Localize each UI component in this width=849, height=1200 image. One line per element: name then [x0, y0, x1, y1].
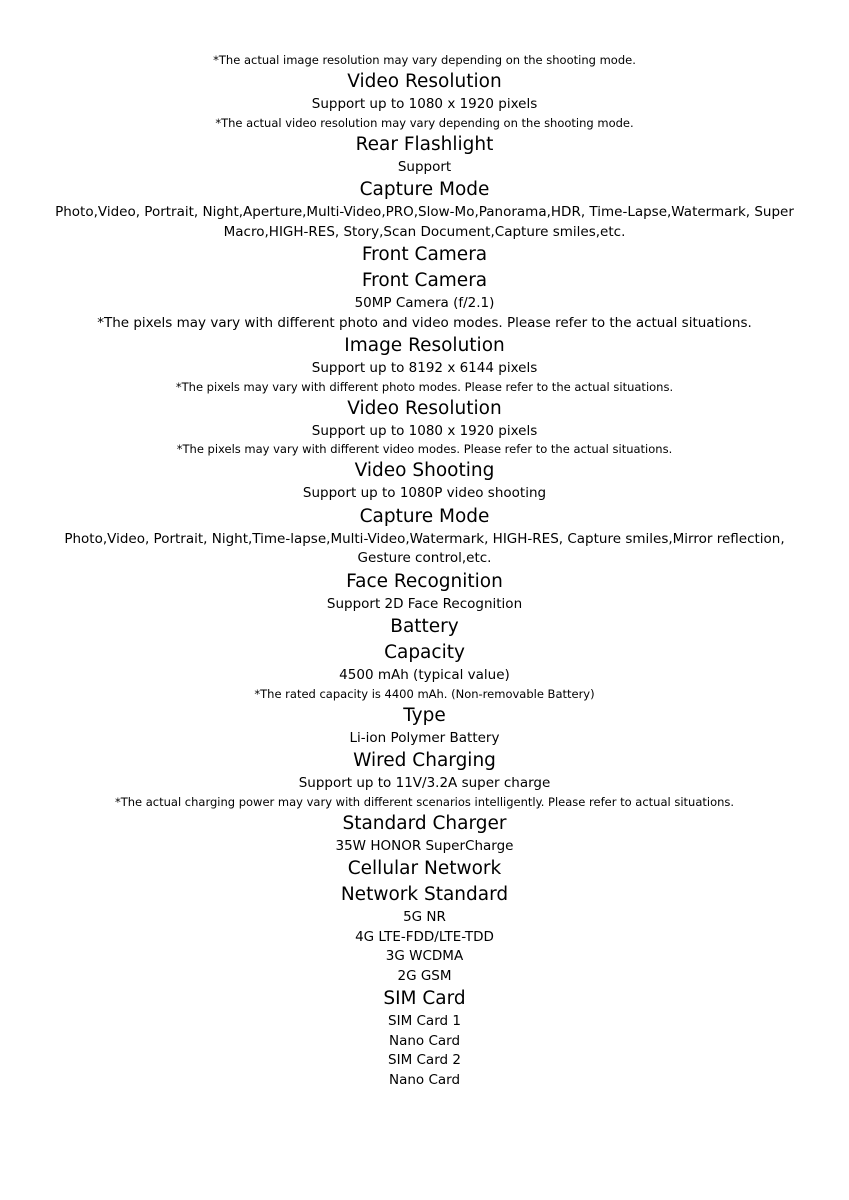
- note-capacity: *The rated capacity is 4400 mAh. (Non-removable Battery): [254, 686, 595, 701]
- heading-front-camera: Front Camera: [361, 270, 488, 291]
- value-network-5g: 5G NR: [403, 909, 446, 925]
- section-cellular-network: Cellular Network: [347, 858, 502, 879]
- heading-rear-flashlight: Rear Flashlight: [355, 133, 494, 155]
- heading-face-recognition: Face Recognition: [346, 570, 503, 592]
- value-front-capture-mode: Photo,Video, Portrait, Night,Time-lapse,Multi-Video,Watermark, HIGH-RES, Capture smiles,Mirror reflection, Gesture control,etc.: [64, 530, 785, 566]
- note-front-image-resolution: *The pixels may vary with different photo modes. Please refer to the actual situations.: [175, 379, 674, 394]
- heading-video-shooting: Video Shooting: [354, 460, 495, 481]
- note-front-camera: *The pixels may vary with different photo and video modes. Please refer to the actual situations.: [97, 314, 752, 331]
- heading-network-standard: Network Standard: [340, 884, 509, 905]
- heading-standard-charger: Standard Charger: [342, 812, 507, 834]
- note-wired-charging: *The actual charging power may vary with different scenarios intelligently. Please refer to actual situations.: [114, 794, 735, 809]
- value-network-3g: 3G WCDMA: [385, 948, 464, 964]
- value-front-camera: 50MP Camera (f/2.1): [354, 295, 495, 311]
- note-front-video-resolution: *The pixels may vary with different video modes. Please refer to the actual situations.: [176, 442, 673, 456]
- section-front-camera: Front Camera: [361, 244, 488, 265]
- value-rear-flashlight: Support: [397, 158, 452, 175]
- value-network-2g: 2G GSM: [397, 967, 452, 984]
- heading-rear-capture-mode: Capture Mode: [359, 179, 490, 200]
- heading-front-video-resolution: Video Resolution: [347, 397, 502, 419]
- value-network-4g: 4G LTE-FDD/LTE-TDD: [355, 928, 494, 945]
- value-sim-card-1-type: Nano Card: [388, 1032, 461, 1049]
- value-rear-capture-mode: Photo,Video, Portrait, Night,Aperture,Multi-Video,PRO,Slow-Mo,Panorama,HDR, Time-Lapse,Watermark, Super Macro,HIGH-RES, Story,Scan Document,Capture smiles,etc.: [55, 204, 794, 240]
- value-rear-video-resolution: Support up to 1080 x 1920 pixels: [311, 96, 538, 112]
- value-battery-type: Li-ion Polymer Battery: [349, 729, 500, 746]
- heading-sim-card: SIM Card: [383, 988, 466, 1009]
- value-video-shooting: Support up to 1080P video shooting: [302, 485, 547, 501]
- value-sim-card-2: SIM Card 2: [388, 1052, 461, 1068]
- heading-battery-type: Type: [403, 704, 446, 726]
- value-front-video-resolution: Support up to 1080 x 1920 pixels: [311, 422, 538, 439]
- value-sim-card-1: SIM Card 1: [388, 1013, 461, 1029]
- note-rear-video-resolution: *The actual video resolution may vary depending on the shooting mode.: [215, 115, 634, 130]
- value-sim-card-2-type: Nano Card: [388, 1071, 461, 1088]
- heading-capacity: Capacity: [384, 642, 465, 663]
- heading-wired-charging: Wired Charging: [353, 750, 496, 771]
- value-capacity: 4500 mAh (typical value): [339, 667, 510, 683]
- note-image-resolution: *The actual image resolution may vary depending on the shooting mode.: [213, 53, 636, 67]
- section-battery: Battery: [390, 616, 459, 637]
- value-front-image-resolution: Support up to 8192 x 6144 pixels: [311, 360, 538, 376]
- heading-front-image-resolution: Image Resolution: [344, 335, 505, 356]
- heading-front-capture-mode: Capture Mode: [359, 505, 490, 527]
- value-wired-charging: Support up to 11V/3.2A super charge: [298, 775, 551, 791]
- value-face-recognition: Support 2D Face Recognition: [326, 595, 523, 612]
- heading-rear-video-resolution: Video Resolution: [347, 71, 502, 92]
- value-standard-charger: 35W HONOR SuperCharge: [335, 837, 514, 854]
